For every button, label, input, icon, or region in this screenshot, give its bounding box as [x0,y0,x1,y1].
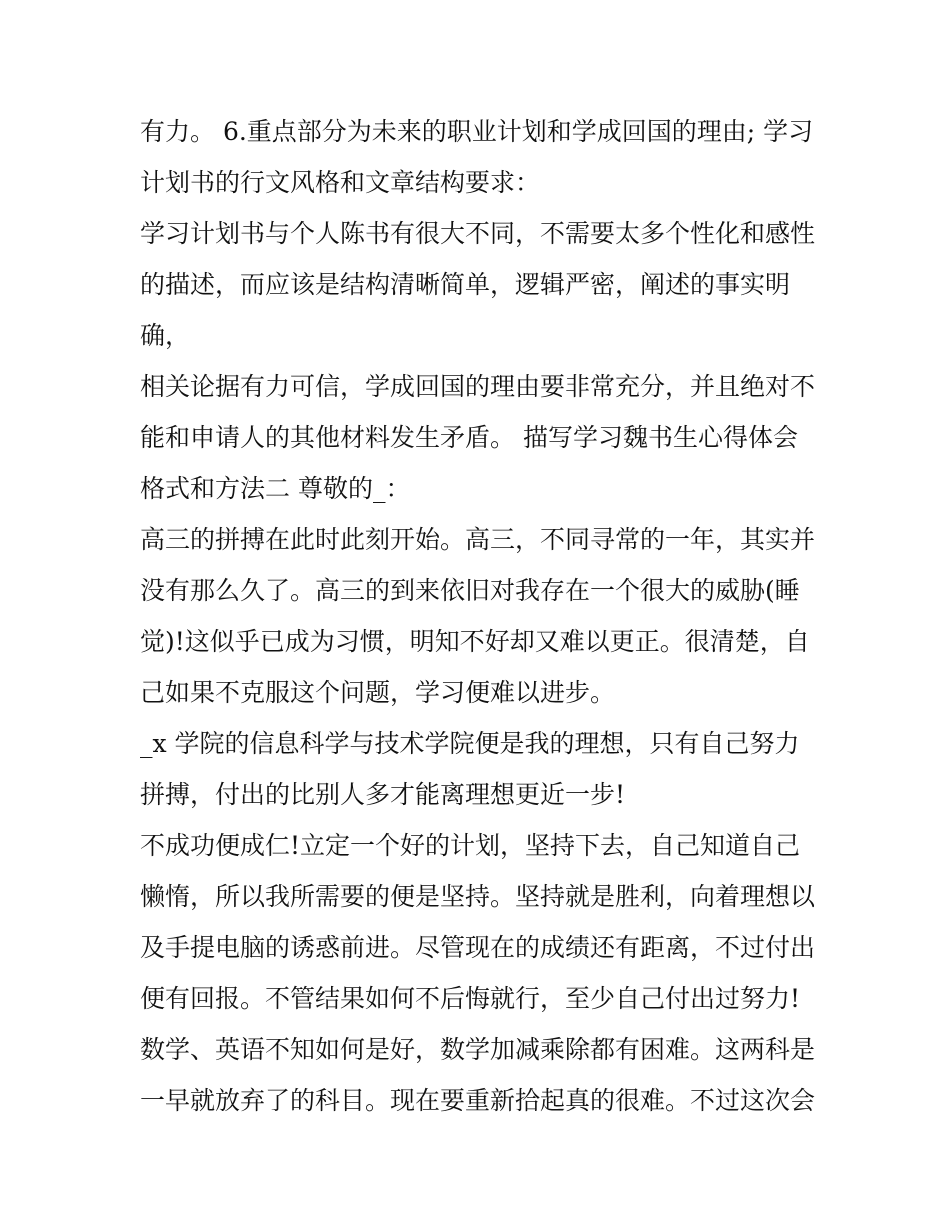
text-line: 学习计划书与个人陈书有很大不同，不需要太多个性化和感性 [140,219,816,248]
text-line: 没有那么久了。高三的到来依旧对我存在一个很大的威胁(睡 [140,576,800,605]
text-line: 及手提电脑的诱惑前进。尽管现在的成绩还有距离，不过付出 [140,933,816,962]
text-line: 相关论据有力可信，学成回国的理由要非常充分，并且绝对不 [140,372,816,401]
text-line: 懒惰，所以我所需要的便是坚持。坚持就是胜利，向着理想以 [140,882,816,911]
text-line: 能和申请人的其他材料发生矛盾。 描写学习魏书生心得体会 [140,423,798,452]
text-line: 一早就放弃了的科目。现在要重新拾起真的很难。不过这次会 [140,1086,816,1115]
text-line: 数学、英语不知如何是好，数学加减乘除都有困难。这两科是 [140,1035,816,1064]
text-line: 觉)!这似乎已成为习惯，明知不好却又难以更正。很清楚，自 [140,627,810,656]
text-line: 便有回报。不管结果如何不后悔就行，至少自己付出过努力! [140,984,801,1013]
text-line: 格式和方法二 尊敬的_： [140,474,411,503]
body-text [140,106,830,1126]
text-line: 确， [140,321,191,350]
text-line: 有力。 6.重点部分为未来的职业计划和学成回国的理由; 学习 [140,117,814,146]
text-line: 拼搏，付出的比别人多才能离理想更近一步! [140,780,626,809]
text-line: 不成功便成仁!立定一个好的计划，坚持下去，自己知道自己 [140,831,801,860]
text-line: 己如果不克服这个问题，学习便难以进步。 [140,678,616,707]
text-line: 计划书的行文风格和文章结构要求： [140,168,541,197]
text-line: 高三的拼搏在此时此刻开始。高三，不同寻常的一年，其实并 [140,525,816,554]
text-line: _x 学院的信息科学与技术学院便是我的理想，只有自己努力 [140,729,800,758]
text-line: 的描述，而应该是结构清晰简单，逻辑严密，阐述的事实明 [140,270,791,299]
